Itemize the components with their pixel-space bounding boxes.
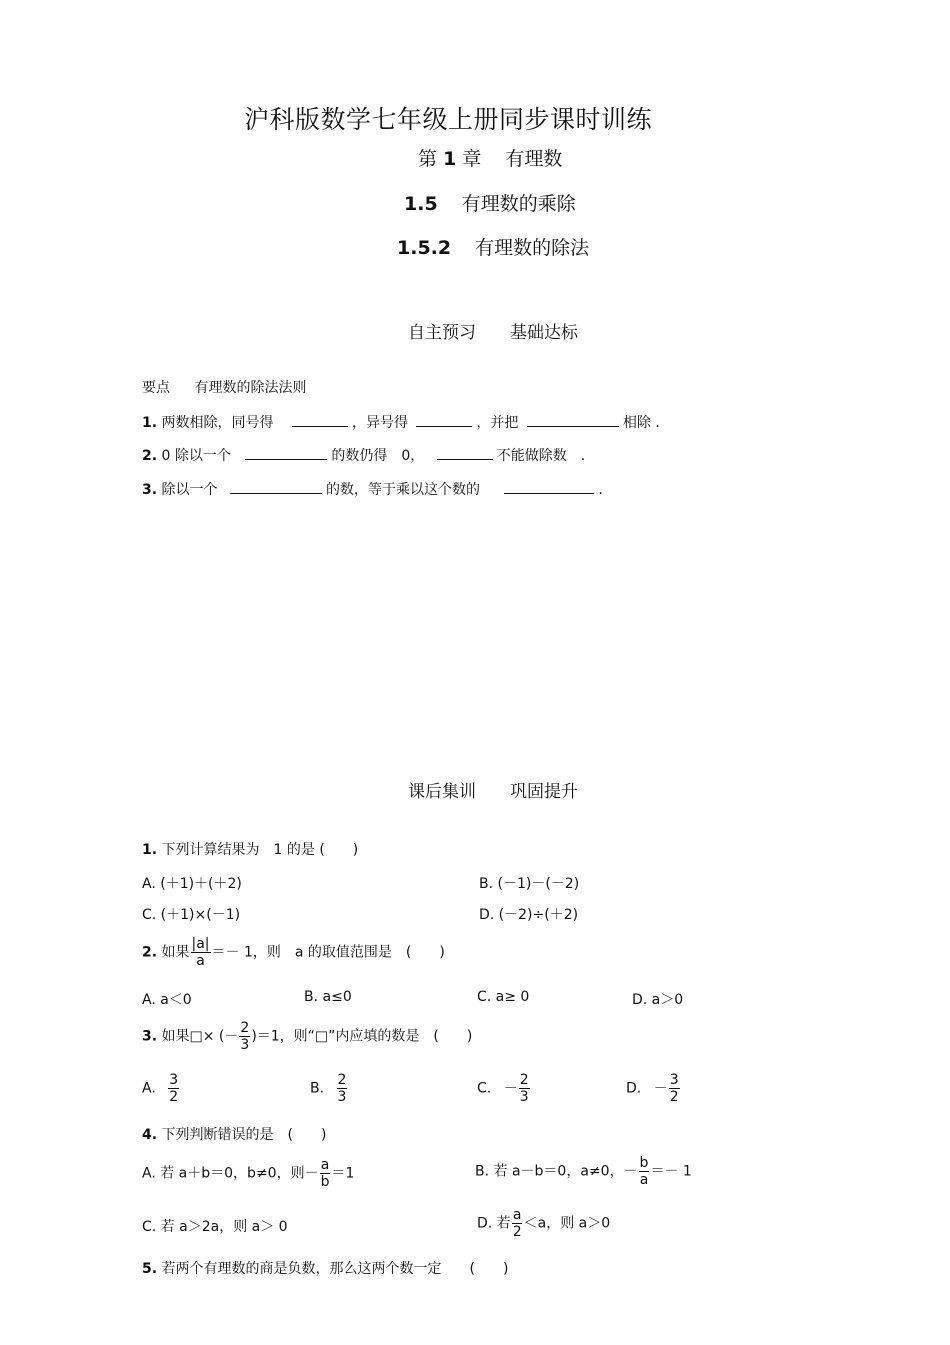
chapter-heading: 第 1 章 有理数: [418, 148, 563, 170]
section-heading: 1.5 有理数的乘除: [404, 193, 576, 215]
fraction: $\frac{2}{3}$: [519, 1072, 529, 1105]
question-2: 2. 如果 $\frac{|a|}{a}$ ＝－ 1，则 a 的取值范围是 ( ): [142, 936, 445, 969]
part1-heading: 自主预习 基础达标: [408, 323, 578, 343]
fraction: $\frac{2}{3}$: [240, 1020, 250, 1053]
q1-option-a[interactable]: A. (＋1)＋(＋2): [142, 876, 242, 892]
fraction: $\frac{|a|}{a}$: [191, 936, 210, 969]
q1-option-c[interactable]: C. (＋1)×(－1): [142, 907, 241, 923]
fill-blank[interactable]: [416, 412, 472, 427]
fraction: $\frac{3}{2}$: [669, 1072, 679, 1105]
q4-option-b[interactable]: B. 若 a－b＝0，a≠0，－ $\frac{b}{a}$ ＝－ 1: [475, 1155, 692, 1188]
prep-item-2: 2. 0 除以一个 的数仍得 0， 不能做除数 .: [142, 445, 585, 465]
fraction: $\frac{b}{a}$: [639, 1155, 649, 1188]
fraction: $\frac{a}{2}$: [512, 1207, 522, 1240]
fraction: $\frac{3}{2}$: [169, 1072, 179, 1105]
keypoint: 要点 有理数的除法法则: [142, 380, 307, 396]
q3-option-d[interactable]: D. － $\frac{3}{2}$: [626, 1072, 679, 1105]
fill-blank[interactable]: [292, 412, 348, 427]
question-5: 5. 若两个有理数的商是负数，那么这两个数一定 ( ): [142, 1261, 509, 1277]
q4-option-d[interactable]: D. 若 $\frac{a}{2}$ ＜a，则 a＞0: [477, 1207, 611, 1240]
q3-option-b[interactable]: B. $\frac{2}{3}$: [310, 1072, 347, 1105]
q1-option-d[interactable]: D. (－2)÷(＋2): [479, 907, 579, 923]
q2-option-a[interactable]: A. a＜0: [142, 992, 192, 1008]
fill-blank[interactable]: [437, 445, 493, 460]
q2-option-c[interactable]: C. a≥ 0: [477, 989, 530, 1005]
q2-option-b[interactable]: B. a≤0: [304, 989, 352, 1005]
subsection-heading: 1.5.2 有理数的除法: [397, 237, 590, 259]
question-4: 4. 下列判断错误的是 ( ): [142, 1127, 327, 1143]
fraction: $\frac{2}{3}$: [337, 1072, 347, 1105]
fill-blank[interactable]: [504, 479, 594, 494]
document-title: 沪科版数学七年级上册同步课时训练: [244, 105, 653, 134]
q4-option-c[interactable]: C. 若 a＞2a，则 a＞ 0: [142, 1219, 288, 1235]
q3-option-a[interactable]: A. $\frac{3}{2}$: [142, 1072, 179, 1105]
question-1: 1. 下列计算结果为 1 的是 ( ): [142, 842, 359, 858]
q2-option-d[interactable]: D. a＞0: [632, 992, 684, 1008]
fill-blank[interactable]: [230, 479, 322, 494]
fill-blank[interactable]: [527, 412, 619, 427]
prep-item-1: 1. 两数相除，同号得 ，异号得 ，并把 相除 .: [142, 412, 660, 432]
prep-item-3: 3. 除以一个 的数，等于乘以这个数的 .: [142, 479, 603, 499]
q1-option-b[interactable]: B. (－1)－(－2): [479, 876, 580, 892]
fill-blank[interactable]: [245, 445, 327, 460]
q4-option-a[interactable]: A. 若 a＋b＝0，b≠0，则－ $\frac{a}{b}$ ＝1: [142, 1157, 355, 1190]
part2-heading: 课后集训 巩固提升: [408, 782, 578, 802]
question-3: 3. 如果□× (－ $\frac{2}{3}$ )＝1，则“□”内应填的数是 ( ): [142, 1020, 473, 1053]
q3-option-c[interactable]: C. － $\frac{2}{3}$: [477, 1072, 529, 1105]
fraction: $\frac{a}{b}$: [320, 1157, 330, 1190]
